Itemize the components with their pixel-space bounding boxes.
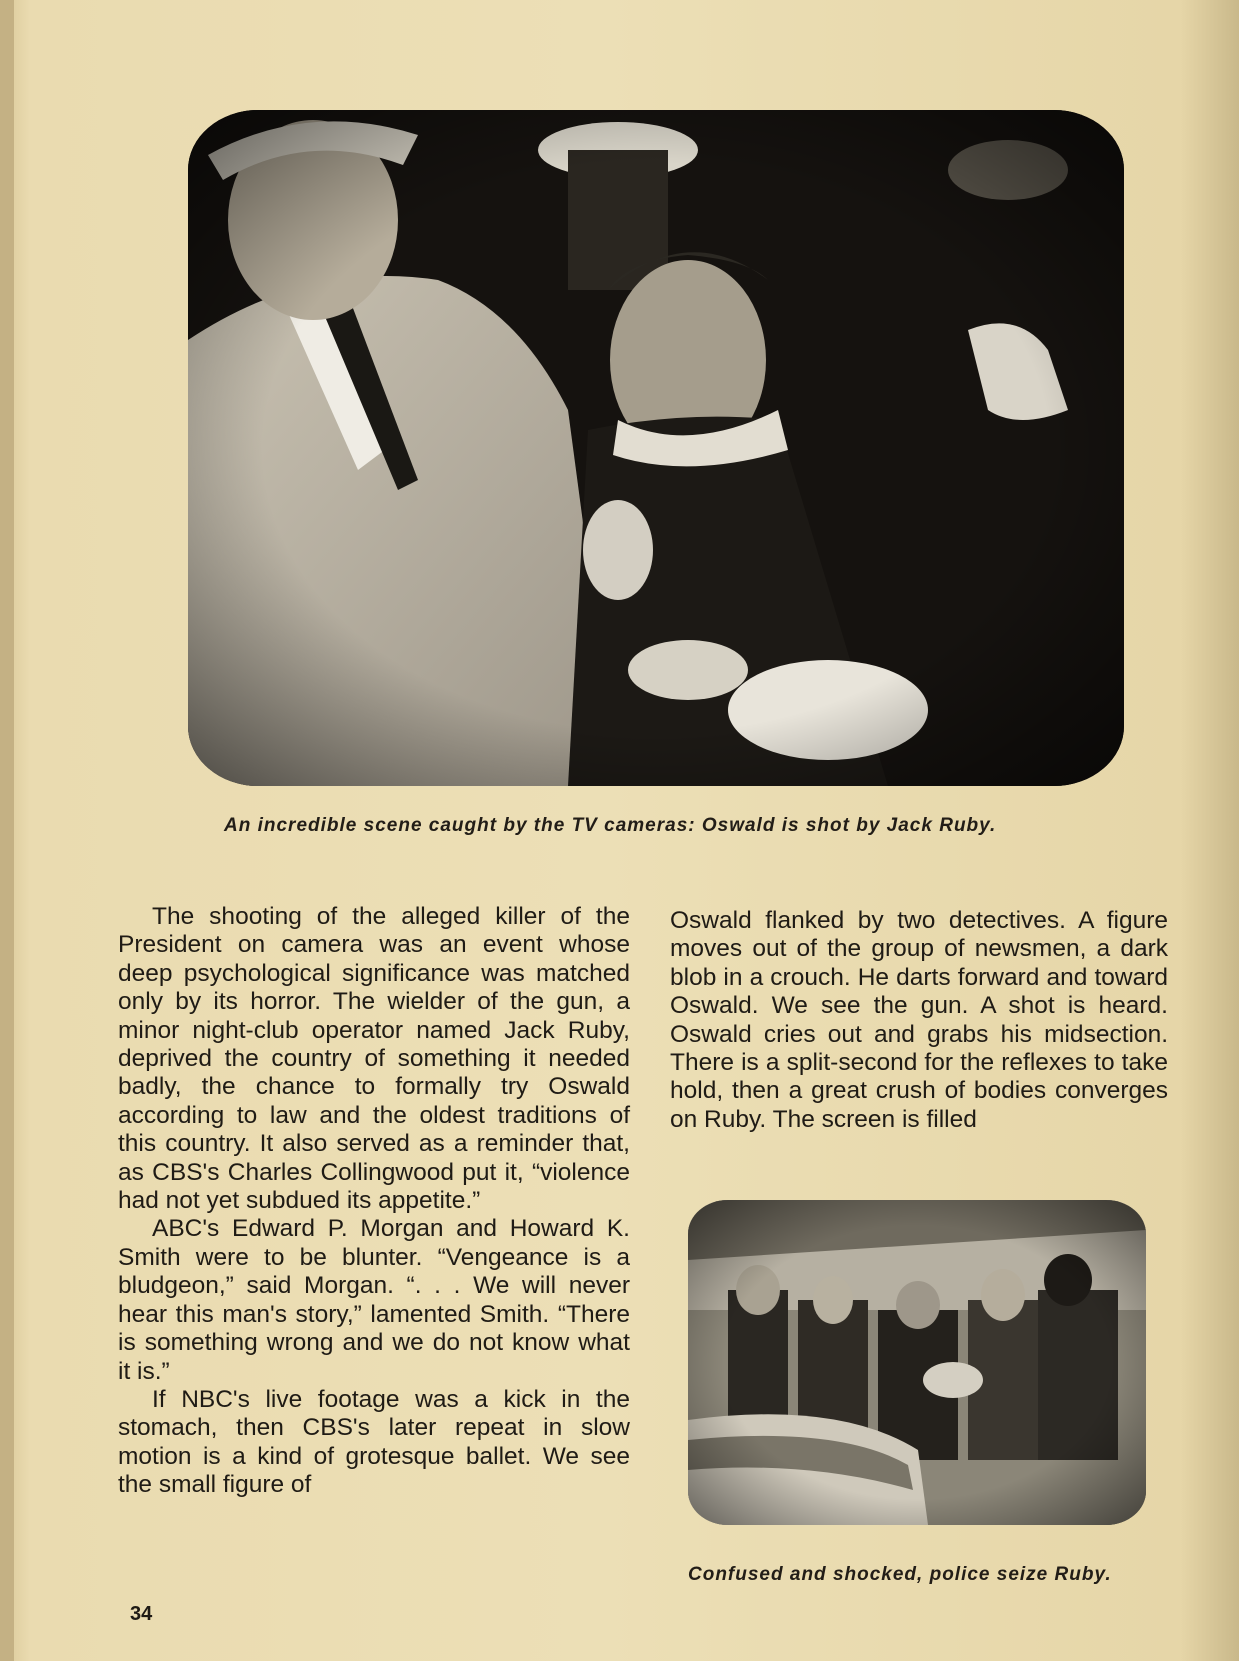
paragraph: ABC's Edward P. Morgan and Howard K. Smith were to be blunter. “Vengeance is a bludgeon,” said Morgan. “. . . We will never hear this man's story,” lamented Smith. “There is something wrong and we do not know what it is.” bbox=[118, 1215, 630, 1385]
photo-police-seize-ruby-image bbox=[688, 1200, 1146, 1525]
photo-oswald-shot-image bbox=[188, 110, 1124, 786]
paragraph: If NBC's live footage was a kick in the stomach, then CBS's later repeat in slow motion is a kind of grotesque ballet. We see the small figure of bbox=[118, 1385, 630, 1499]
caption-bottom-photo: Confused and shocked, police seize Ruby. bbox=[688, 1564, 1112, 1585]
page-number: 34 bbox=[130, 1603, 153, 1625]
photo-oswald-shot bbox=[188, 110, 1124, 786]
text-column-left bbox=[118, 903, 630, 1500]
caption-top-photo: An incredible scene caught by the TV cameras: Oswald is shot by Jack Ruby. bbox=[224, 815, 997, 836]
text-column-right bbox=[670, 907, 1168, 1134]
paragraph: Oswald flanked by two detectives. A figure moves out of the group of newsmen, a dark blob in a crouch. He darts forward and toward Oswald. We see the gun. A shot is heard. Oswald cries out and grabs his midsection. There is a split-second for the reflexes to take hold, then a great crush of bodies converges on Ruby. The screen is filled bbox=[670, 907, 1168, 1133]
page-binding-edge bbox=[0, 0, 14, 1661]
paragraph: The shooting of the alleged killer of the President on camera was an event whose deep psychological significance was matched only by its horror. The wielder of the gun, a minor night-club operator named Jack Ruby, deprived the country of something it needed badly, the chance to formally try Oswald according to law and the oldest traditions of this country. It also served as a reminder that, as CBS's Charles Collingwood put it, “violence had not yet subdued its appetite.” bbox=[118, 903, 630, 1215]
photo-police-seize-ruby bbox=[688, 1200, 1146, 1525]
